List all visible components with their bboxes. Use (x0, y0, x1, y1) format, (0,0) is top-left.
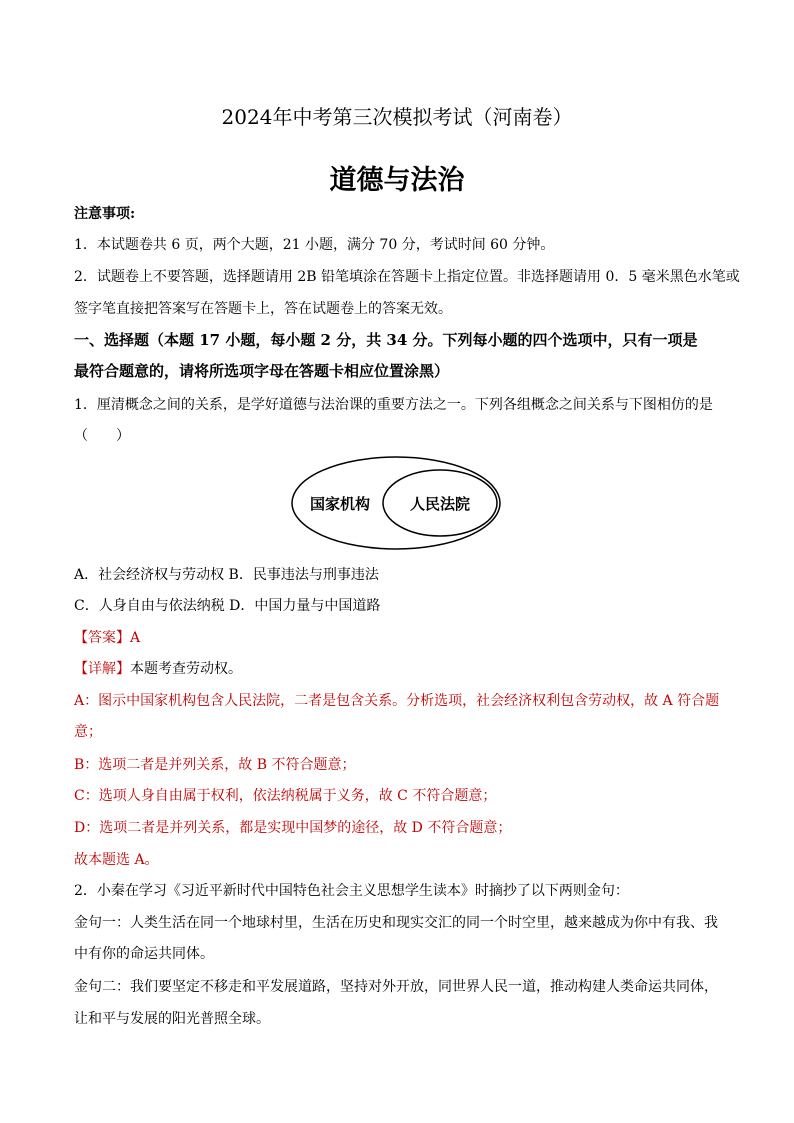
q1-detail (74, 658, 724, 678)
inner-label: 人民法院 (409, 495, 471, 513)
q1-analysis-b: B：选项二者是并列关系，故 B 不符合题意； (74, 757, 356, 773)
q2-quote-2-line-2: 让和平与发展的阳光普照全球。 (74, 1011, 270, 1027)
notice-heading: 注意事项: (74, 206, 136, 222)
detail-tag: 【详解】 (74, 661, 130, 677)
outer-label: 国家机构 (309, 495, 371, 513)
q2-stem: 2．小秦在学习《习近平新时代中国特色社会主义思想学生读本》时摘抄了以下两则金句： (74, 883, 629, 899)
q1-options-line-2: C．人身自由与依法纳税 D．中国力量与中国道路 (74, 598, 381, 614)
notice-item-1: 1．本试题卷共 6 页，两个大题，21 小题，满分 70 分，考试时间 60 分钟。 (74, 237, 555, 253)
subject-title: 道德与法治 (329, 165, 465, 196)
q1-analysis-a-line-1: A：图示中国家机构包含人民法院，二者是包含关系。分析选项，社会经济权利包含劳动权，故 A 符合题 (74, 693, 720, 709)
concept-venn-diagram (290, 455, 502, 551)
q1-analysis-a-line-2: 意； (74, 724, 102, 740)
q1-options-line-1: A．社会经济权与劳动权 B．民事违法与刑事违法 (74, 567, 379, 583)
q1-conclusion: 故本题选 A。 (74, 852, 159, 868)
q1-stem-line-1: 1．厘清概念之间的关系，是学好道德与法治课的重要方法之一。下列各组概念之间关系与下图相仿的是 (74, 397, 713, 413)
q2-quote-1-line-1: 金句一：人类生活在同一个地球村里，生活在历史和现实交汇的同一个时空里，越来越成为你中有我、我 (74, 915, 718, 931)
q1-analysis-d: D：选项二者是并列关系，都是实现中国梦的途径，故 D 不符合题意； (74, 820, 512, 836)
q1-stem-line-2: （ ） (74, 428, 130, 444)
detail-text: 本题考查劳动权。 (130, 661, 242, 677)
section-heading-line-1: 一、选择题（本题 17 小题，每小题 2 分，共 34 分。下列每小题的四个选项中，只有一项是 (74, 331, 698, 349)
q1-answer: 【答案】A (74, 630, 141, 646)
notice-item-2-line-2: 签字笔直接把答案写在答题卡上，答在试题卷上的答案无效。 (74, 301, 452, 317)
exam-title: 2024年中考第三次模拟考试（河南卷） (221, 105, 573, 129)
section-heading-line-2: 最符合题意的，请将所选项字母在答题卡相应位置涂黑） (74, 362, 450, 380)
notice-item-2-line-1: 2．试题卷上不要答题，选择题请用 2B 铅笔填涂在答题卡上指定位置。非选择题请用 0．5 毫米黑色水笔或 (74, 269, 740, 285)
q2-quote-2-line-1: 金句二：我们要坚定不移走和平发展道路，坚持对外开放，同世界人民一道，推动构建人类命运共同体， (74, 979, 718, 995)
q2-quote-1-line-2: 中有你的命运共同体。 (74, 946, 214, 962)
q1-analysis-c: C：选项人身自由属于权利，依法纳税属于义务，故 C 不符合题意； (74, 788, 497, 804)
